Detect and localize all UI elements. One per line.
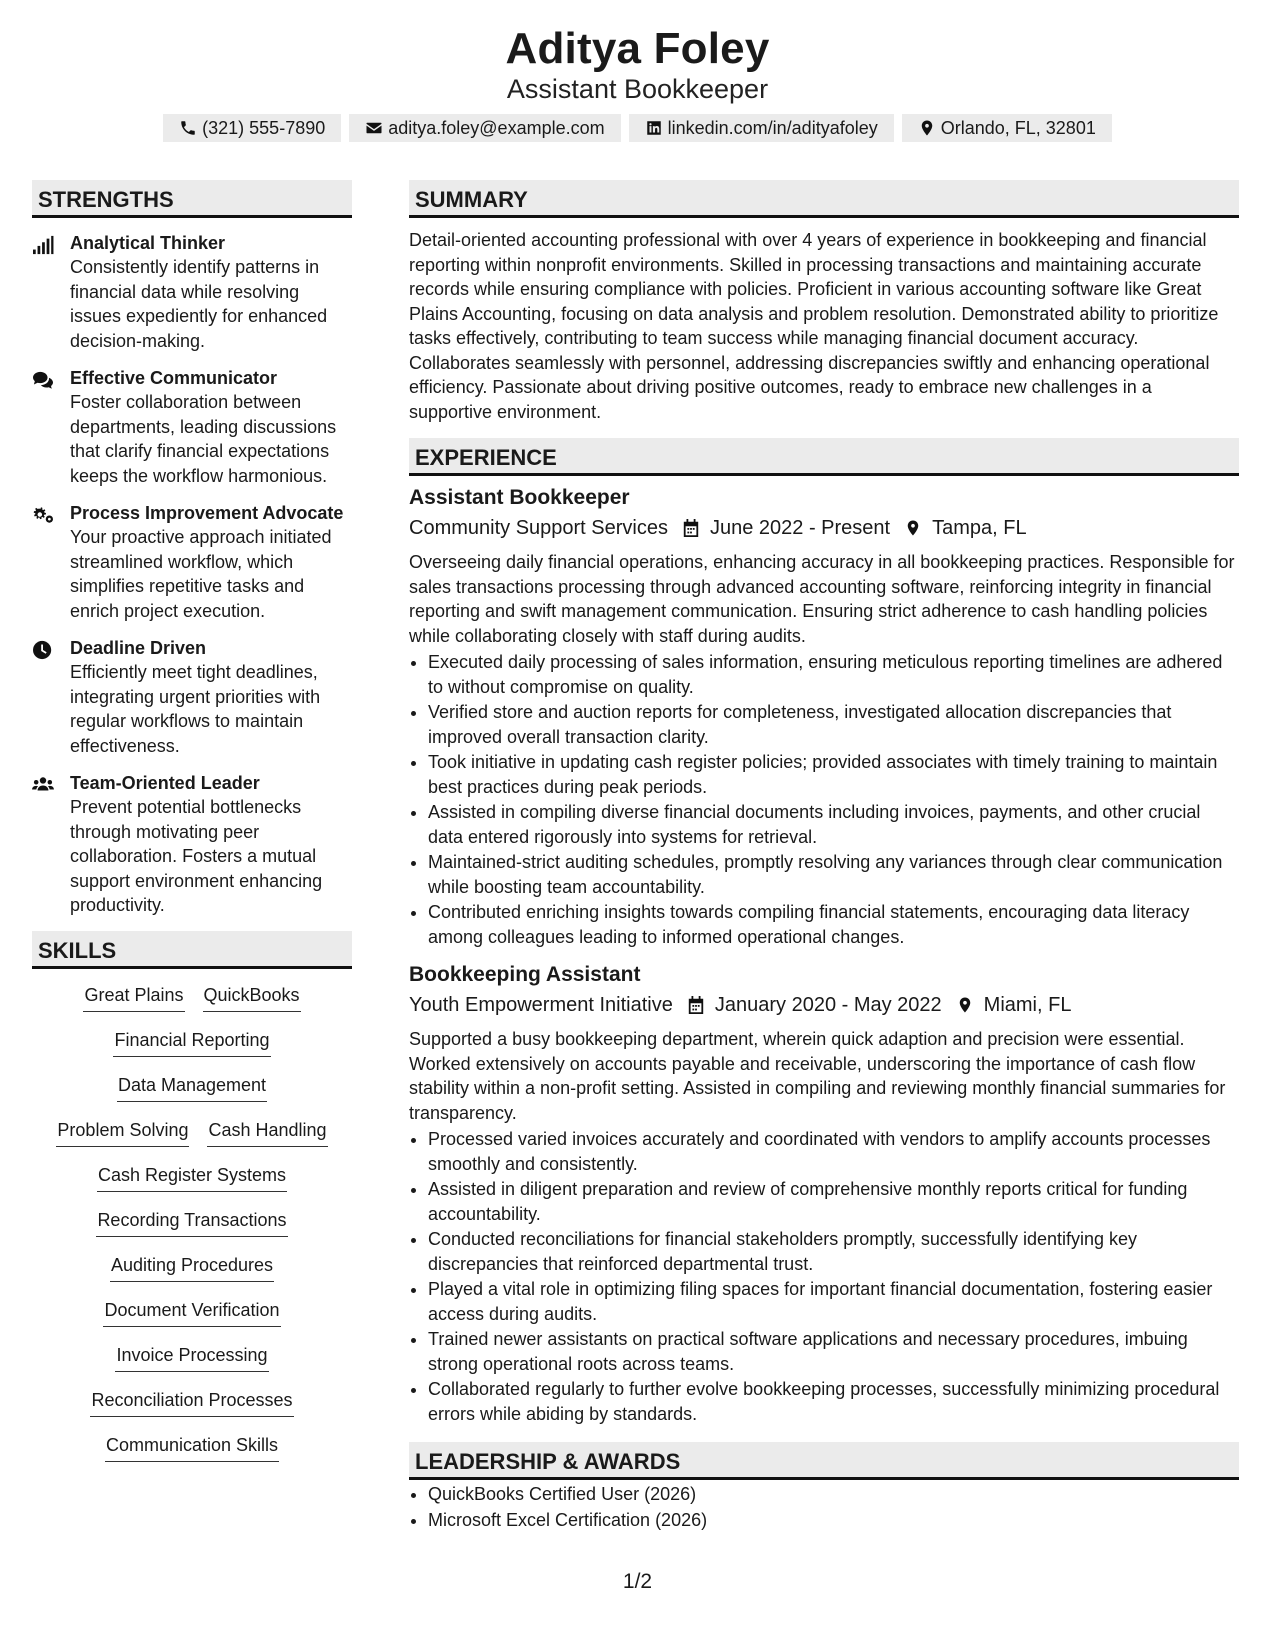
calendar-icon xyxy=(682,518,700,538)
skill-tag: Data Management xyxy=(117,1073,267,1102)
job-bullet: • Executed daily processing of sales information, ensuring meticulous reporting timelines are adhered to without compromise on quality. xyxy=(428,650,1239,699)
strength-desc: Consistently identify patterns in financial data while resolving issues expediently for enhanced decision-making. xyxy=(70,257,328,351)
comments-icon xyxy=(32,370,54,390)
job-description: Supported a busy bookkeeping department, wherein quick adaption and precision were essential. Worked extensively on accounts payable and receivable, underscoring the importance of cash flow stability within a non-profit setting. Assisted in compiling and reviewing monthly financial summaries for transparency. xyxy=(409,1029,1226,1123)
strength-title: Analytical Thinker xyxy=(70,233,226,253)
candidate-role: Assistant Bookkeeper xyxy=(506,74,769,104)
skill-tag: Financial Reporting xyxy=(113,1028,270,1057)
contact-location-text: Orlando, FL, 32801 xyxy=(940,118,1096,138)
job-bullet: • Assisted in compiling diverse financial documents including invoices, payments, and other crucial data entered rigorously into systems for retrieval. xyxy=(428,800,1239,849)
job-bullet: • Processed varied invoices accurately and coordinated with vendors to amplify accounts processes smoothly and consistently. xyxy=(428,1127,1239,1176)
job-bullet: • Conducted reconciliations for financial stakeholders promptly, successfully identifying key discrepancies that reinforced departmental trust. xyxy=(428,1227,1239,1276)
job-bullets xyxy=(409,650,1239,949)
job-location: Miami, FL xyxy=(983,994,1072,1016)
contact-phone[interactable] xyxy=(163,114,341,142)
strength-item xyxy=(32,366,352,488)
strength-item xyxy=(32,636,352,758)
strength-title: Team-Oriented Leader xyxy=(70,773,260,793)
contact-email[interactable] xyxy=(349,114,620,142)
strength-item xyxy=(32,231,352,353)
skill-tag: Cash Register Systems xyxy=(97,1163,287,1192)
job-bullet: • Played a vital role in optimizing filing spaces for important financial documentation, fostering easier access during audits. xyxy=(428,1277,1239,1326)
skill-tag: Cash Handling xyxy=(207,1118,327,1147)
job-dates: January 2020 - May 2022 xyxy=(714,994,942,1016)
skill-tag: Great Plains xyxy=(83,983,184,1012)
strength-desc: Your proactive approach initiated streamlined workflow, which simplifies repetitive tasks and enrich project execution. xyxy=(70,527,332,621)
job-company: Community Support Services xyxy=(409,517,668,539)
map-pin-icon xyxy=(904,518,922,538)
job-title: Bookkeeping Assistant xyxy=(409,963,641,986)
contact-bar xyxy=(0,114,1275,142)
calendar-icon xyxy=(687,995,705,1015)
skill-tag: Invoice Processing xyxy=(115,1343,268,1372)
skills-list xyxy=(32,983,352,1478)
job-bullet: • Verified store and auction reports for completeness, investigated allocation discrepancies that improved overall transaction clarity. xyxy=(428,700,1239,749)
contact-location xyxy=(902,114,1112,142)
skill-tag: Recording Transactions xyxy=(96,1208,287,1237)
contact-phone-text: (321) 555-7890 xyxy=(202,118,326,138)
job-bullet: • Trained newer assistants on practical software applications and necessary procedures, imbuing strong operational roots across teams. xyxy=(428,1327,1239,1376)
summary-text: Detail-oriented accounting professional with over 4 years of experience in bookkeeping and financial reporting within nonprofit environments. Skilled in processing transactions and maintaining accurate records while ensuring compliance with policies. Proficient in various accounting software like Great Plains Accounting, focusing on data analysis and problem resolution. Demonstrated ability to prioritize tasks effectively, contributing to team success while managing financial document accuracy. Collaborates seamlessly with personnel, addressing discrepancies swiftly and enhancing operational efficiency. Passionate about driving positive outcomes, ready to embrace new challenges in a supportive environment. xyxy=(409,230,1219,422)
award-item: • Microsoft Excel Certification (2026) xyxy=(428,1508,1239,1533)
job-bullet: • Took initiative in updating cash register policies; provided associates with timely training to maintain best practices during peak periods. xyxy=(428,750,1239,799)
job-bullet: • Contributed enriching insights towards compiling financial statements, encouraging data literacy among colleagues leading to informed operational changes. xyxy=(428,900,1239,949)
job-dates: June 2022 - Present xyxy=(709,517,891,539)
envelope-icon xyxy=(365,119,383,137)
strength-desc: Efficiently meet tight deadlines, integrating urgent priorities with regular workflows to maintain effectiveness. xyxy=(70,662,321,756)
strength-item xyxy=(32,501,352,623)
job-bullet: • Assisted in diligent preparation and review of comprehensive monthly reports critical for funding accountability. xyxy=(428,1177,1239,1226)
job-entry xyxy=(409,484,1239,949)
strengths-heading: STRENGTHS xyxy=(32,180,352,218)
gears-icon xyxy=(32,505,54,525)
skill-tag: Reconciliation Processes xyxy=(90,1388,293,1417)
job-entry xyxy=(409,961,1239,1426)
strength-title: Deadline Driven xyxy=(70,638,207,658)
left-column xyxy=(32,180,352,1478)
map-pin-icon xyxy=(918,119,936,137)
map-pin-icon xyxy=(956,995,974,1015)
job-company: Youth Empowerment Initiative xyxy=(409,994,673,1016)
strength-title: Effective Communicator xyxy=(70,368,278,388)
users-icon xyxy=(32,775,54,795)
skill-tag: Communication Skills xyxy=(105,1433,279,1462)
clock-icon xyxy=(32,640,54,660)
page-number: 1/2 xyxy=(622,1570,653,1593)
strength-item xyxy=(32,771,352,918)
awards-list xyxy=(409,1482,1239,1532)
contact-linkedin-text: linkedin.com/in/adityafoley xyxy=(667,118,878,138)
linkedin-icon xyxy=(645,119,663,137)
candidate-name: Aditya Foley xyxy=(505,24,770,73)
job-description: Overseeing daily financial operations, enhancing accuracy in all bookkeeping practices. Responsible for sales transactions processing through advanced accounting software, reinforcing integrity in financial reporting and swift management communication. Ensuring strict adherence to cash handling policies while collaborating closely with staff during audits. xyxy=(409,552,1235,646)
right-column xyxy=(409,180,1239,1533)
job-meta xyxy=(409,514,1239,542)
contact-linkedin[interactable] xyxy=(629,114,894,142)
strengths-list xyxy=(32,231,352,918)
skill-tag: Auditing Procedures xyxy=(110,1253,274,1282)
leadership-heading: LEADERSHIP & AWARDS xyxy=(409,1442,1239,1480)
strength-title: Process Improvement Advocate xyxy=(70,503,344,523)
job-location: Tampa, FL xyxy=(932,517,1027,539)
summary-heading: SUMMARY xyxy=(409,180,1239,218)
bar-chart-icon xyxy=(32,235,54,255)
contact-email-text: aditya.foley@example.com xyxy=(388,118,605,138)
experience-heading: EXPERIENCE xyxy=(409,438,1239,476)
job-title: Assistant Bookkeeper xyxy=(409,486,630,509)
job-meta xyxy=(409,991,1239,1019)
job-bullet: • Maintained-strict auditing schedules, promptly resolving any variances through clear communication while boosting team accountability. xyxy=(428,850,1239,899)
job-bullets xyxy=(409,1127,1239,1426)
skill-tag: Document Verification xyxy=(103,1298,280,1327)
skill-tag: QuickBooks xyxy=(203,983,301,1012)
award-item: • QuickBooks Certified User (2026) xyxy=(428,1482,1239,1507)
strength-desc: Foster collaboration between departments, leading discussions that clarify financial expectations keeps the workflow harmonious. xyxy=(70,392,337,486)
skills-heading: SKILLS xyxy=(32,931,352,969)
job-bullet: • Collaborated regularly to further evolve bookkeeping processes, successfully minimizing procedural errors while abiding by standards. xyxy=(428,1377,1239,1426)
phone-icon xyxy=(179,119,197,137)
strength-desc: Prevent potential bottlenecks through motivating peer collaboration. Fosters a mutual support environment enhancing productivity. xyxy=(70,797,323,915)
skill-tag: Problem Solving xyxy=(56,1118,189,1147)
